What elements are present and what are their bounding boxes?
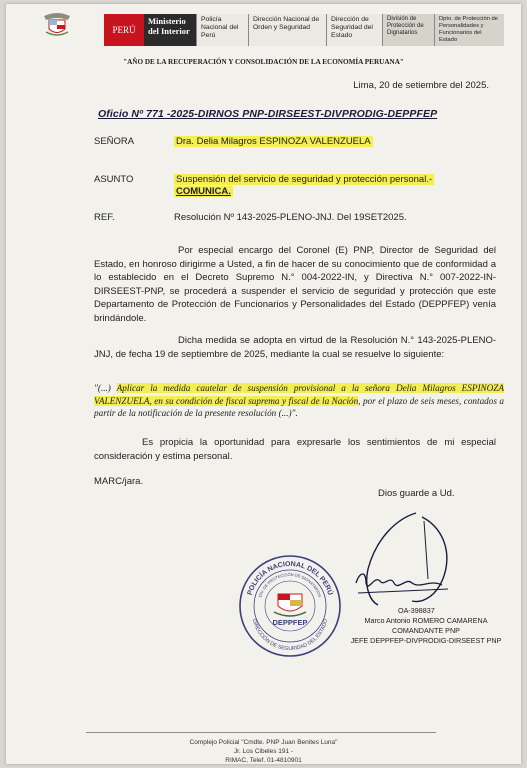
ref-label: REF. xyxy=(94,212,115,223)
peru-label: PERÚ xyxy=(104,14,144,46)
quote-rest: , por el plazo de seis meses, contados a partir de la notificación de la presente resolución (...)". xyxy=(94,395,504,418)
official-stamp xyxy=(238,554,342,658)
senora-name: Dra. Delia Milagros ESPINOZA VALENZUELA xyxy=(176,136,371,147)
signature-block xyxy=(336,606,516,646)
asunto-text: Suspensión del servicio de seguridad y protección personal.- xyxy=(176,174,433,185)
stamp-ring-inner: DIV. DE PROTECCIÓN DE DIGNATARIOS xyxy=(257,571,323,598)
footer-line-3: RIMAC, Telef. 01-4810901 xyxy=(225,757,302,764)
document-date: Lima, 20 de setiembre del 2025. xyxy=(353,80,489,91)
footer xyxy=(6,738,521,764)
signature-rank: COMANDANTE PNP xyxy=(392,626,460,635)
resolution-quote xyxy=(94,382,504,420)
signature-name: Marco Antonio ROMERO CAMARENA xyxy=(364,616,488,625)
ref-value: Resolución Nº 143-2025-PLENO-JNJ. Del 19SET2025. xyxy=(174,212,407,223)
signature-post: JEFE DEPPFEP-DIVPRODIG-DIRSEEST PNP xyxy=(350,636,502,645)
coat-of-arms-icon xyxy=(42,10,72,38)
handwritten-signature xyxy=(336,509,466,609)
senora-label: SEÑORA xyxy=(94,136,135,147)
initials: MARC/jara. xyxy=(94,476,144,487)
header-cell-dirseest: Dirección de Seguridad del Estado xyxy=(326,14,382,46)
stamp-center: DEPPFEP xyxy=(272,618,308,627)
header-cell-divprodig: División de Protección de Dignatarios xyxy=(382,14,434,46)
signature-cip: OA-398837 xyxy=(398,606,435,615)
header-cell-deppfep: Dpto. de Protección de Personalidades y Funcionarios del Estado xyxy=(434,14,504,46)
year-motto: "AÑO DE LA RECUPERACIÓN Y CONSOLIDACIÓN DE LA ECONOMÍA PERUANA" xyxy=(123,58,404,66)
senora-value xyxy=(174,136,373,148)
quote-highlight: Aplicar la medida cautelar de suspensión provisional a la señora Delia Milagros ESPINOZA VALENZUELA, en su condición de fiscal suprema y fiscal de la Nación xyxy=(94,383,504,406)
closing-formula: Dios guarde a Ud. xyxy=(378,488,455,499)
quote-open: "(...) xyxy=(94,383,117,393)
asunto-label: ASUNTO xyxy=(94,174,134,185)
header-cell-dirnos: Dirección Nacional de Orden y Seguridad xyxy=(248,14,326,46)
stamp-ring-top: POLICÍA NACIONAL DEL PERÚ xyxy=(246,560,334,597)
ministry-label: Ministerio del Interior xyxy=(144,14,196,46)
oficio-number: Oficio Nº 771 -2025-DIRNOS PNP-DIRSEEST-DIVPRODIG-DEPPFEP xyxy=(98,108,438,120)
document-page xyxy=(6,4,521,764)
asunto-comunica: COMUNICA. xyxy=(176,186,231,197)
footer-line-2: Jr. Los Cibeles 191 - xyxy=(233,748,294,755)
header-cell-pnp: Policía Nacional del Perú xyxy=(196,14,248,46)
paragraph-2: Dicha medida se adopta en virtud de la Resolución N.° 143-2025-PLENO-JNJ, de fecha 19 de septiembre de 2025, mediante la cual se resuelve lo siguiente: xyxy=(94,335,496,360)
stamp-ring-bottom: DIRECCIÓN DE SEGURIDAD DEL ESTADO xyxy=(250,618,330,653)
footer-divider xyxy=(86,732,436,733)
footer-line-1: Complejo Policial "Cmdte. PNP Juan Benites Luna" xyxy=(189,739,338,746)
paragraph-3: Es propicia la oportunidad para expresarle los sentimientos de mi especial consideración y estima personal. xyxy=(94,437,496,462)
paragraph-1: Por especial encargo del Coronel (E) PNP, Director de Seguridad del Estado, en honroso dirigirme a Usted, a fin de hacer de su conocimiento que de conformidad a lo establecido en el Decreto Supremo N.° 004-2022-IN, y Directiva N.° 007-2022-IN-DIRSEEST-PNP, se procederá a suspender el servicio de seguridad y protección que este Departamento de Protección de Funcionarios y Personalidades del Estado (DEPPFEP) venía brindándole. xyxy=(94,245,496,324)
asunto-value xyxy=(174,174,504,198)
